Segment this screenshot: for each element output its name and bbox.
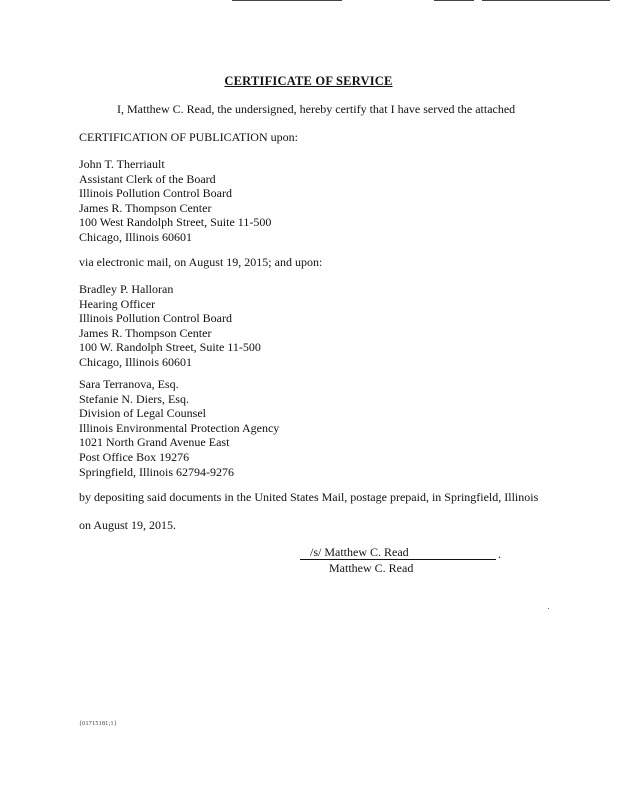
address-line: Springfield, Illinois 62794-9276 bbox=[79, 464, 234, 479]
recipient-address-block-2 bbox=[79, 282, 261, 370]
scan-edge-mark bbox=[434, 0, 474, 1]
signatory-name: Matthew C. Read bbox=[329, 561, 414, 575]
intro-line-2: CERTIFICATION OF PUBLICATION upon: bbox=[79, 130, 298, 144]
address-line: Illinois Pollution Control Board bbox=[79, 186, 233, 201]
address-line: John T. Therriault bbox=[79, 157, 165, 171]
signature-underline bbox=[300, 559, 496, 560]
recipient-address-block-1 bbox=[79, 157, 271, 245]
address-line: Division of Legal Counsel bbox=[79, 406, 206, 421]
electronic-signature: /s/ Matthew C. Read bbox=[310, 545, 409, 559]
address-line: 100 West Randolph Street, Suite 11-500 bbox=[79, 215, 272, 230]
address-line: Chicago, Illinois 60601 bbox=[79, 229, 192, 244]
scan-speck bbox=[548, 608, 549, 609]
address-line: Post Office Box 19276 bbox=[79, 449, 190, 464]
address-line: Illinois Environmental Protection Agency bbox=[79, 420, 280, 435]
scan-edge-mark bbox=[482, 0, 610, 1]
address-line: Chicago, Illinois 60601 bbox=[79, 354, 192, 369]
address-line: James R. Thompson Center bbox=[79, 325, 212, 340]
address-line: Stefanie N. Diers, Esq. bbox=[79, 391, 189, 406]
address-line: Illinois Pollution Control Board bbox=[79, 311, 233, 326]
document-id: {01715181;1} bbox=[79, 721, 118, 727]
address-line: James R. Thompson Center bbox=[79, 200, 212, 215]
page-title: CERTIFICATE OF SERVICE bbox=[224, 74, 393, 88]
signature-line bbox=[300, 545, 496, 559]
address-line: 100 W. Randolph Street, Suite 11-500 bbox=[79, 340, 261, 355]
signature-trailing-mark: . bbox=[498, 547, 501, 561]
address-line: Bradley P. Halloran bbox=[79, 282, 174, 296]
date-line: on August 19, 2015. bbox=[79, 518, 177, 532]
address-line: Hearing Officer bbox=[79, 296, 156, 311]
address-line: Assistant Clerk of the Board bbox=[79, 171, 216, 186]
address-line: 1021 North Grand Avenue East bbox=[79, 435, 230, 450]
deposit-line: by depositing said documents in the United States Mail, postage prepaid, in Springfield, Illinois bbox=[79, 490, 539, 504]
intro-line-1: I, Matthew C. Read, the undersigned, hereby certify that I have served the attached bbox=[117, 102, 516, 116]
address-line: Sara Terranova, Esq. bbox=[79, 377, 179, 391]
scan-edge-mark bbox=[232, 0, 342, 1]
recipient-address-block-3 bbox=[79, 377, 279, 479]
via-line: via electronic mail, on August 19, 2015; and upon: bbox=[79, 255, 323, 269]
